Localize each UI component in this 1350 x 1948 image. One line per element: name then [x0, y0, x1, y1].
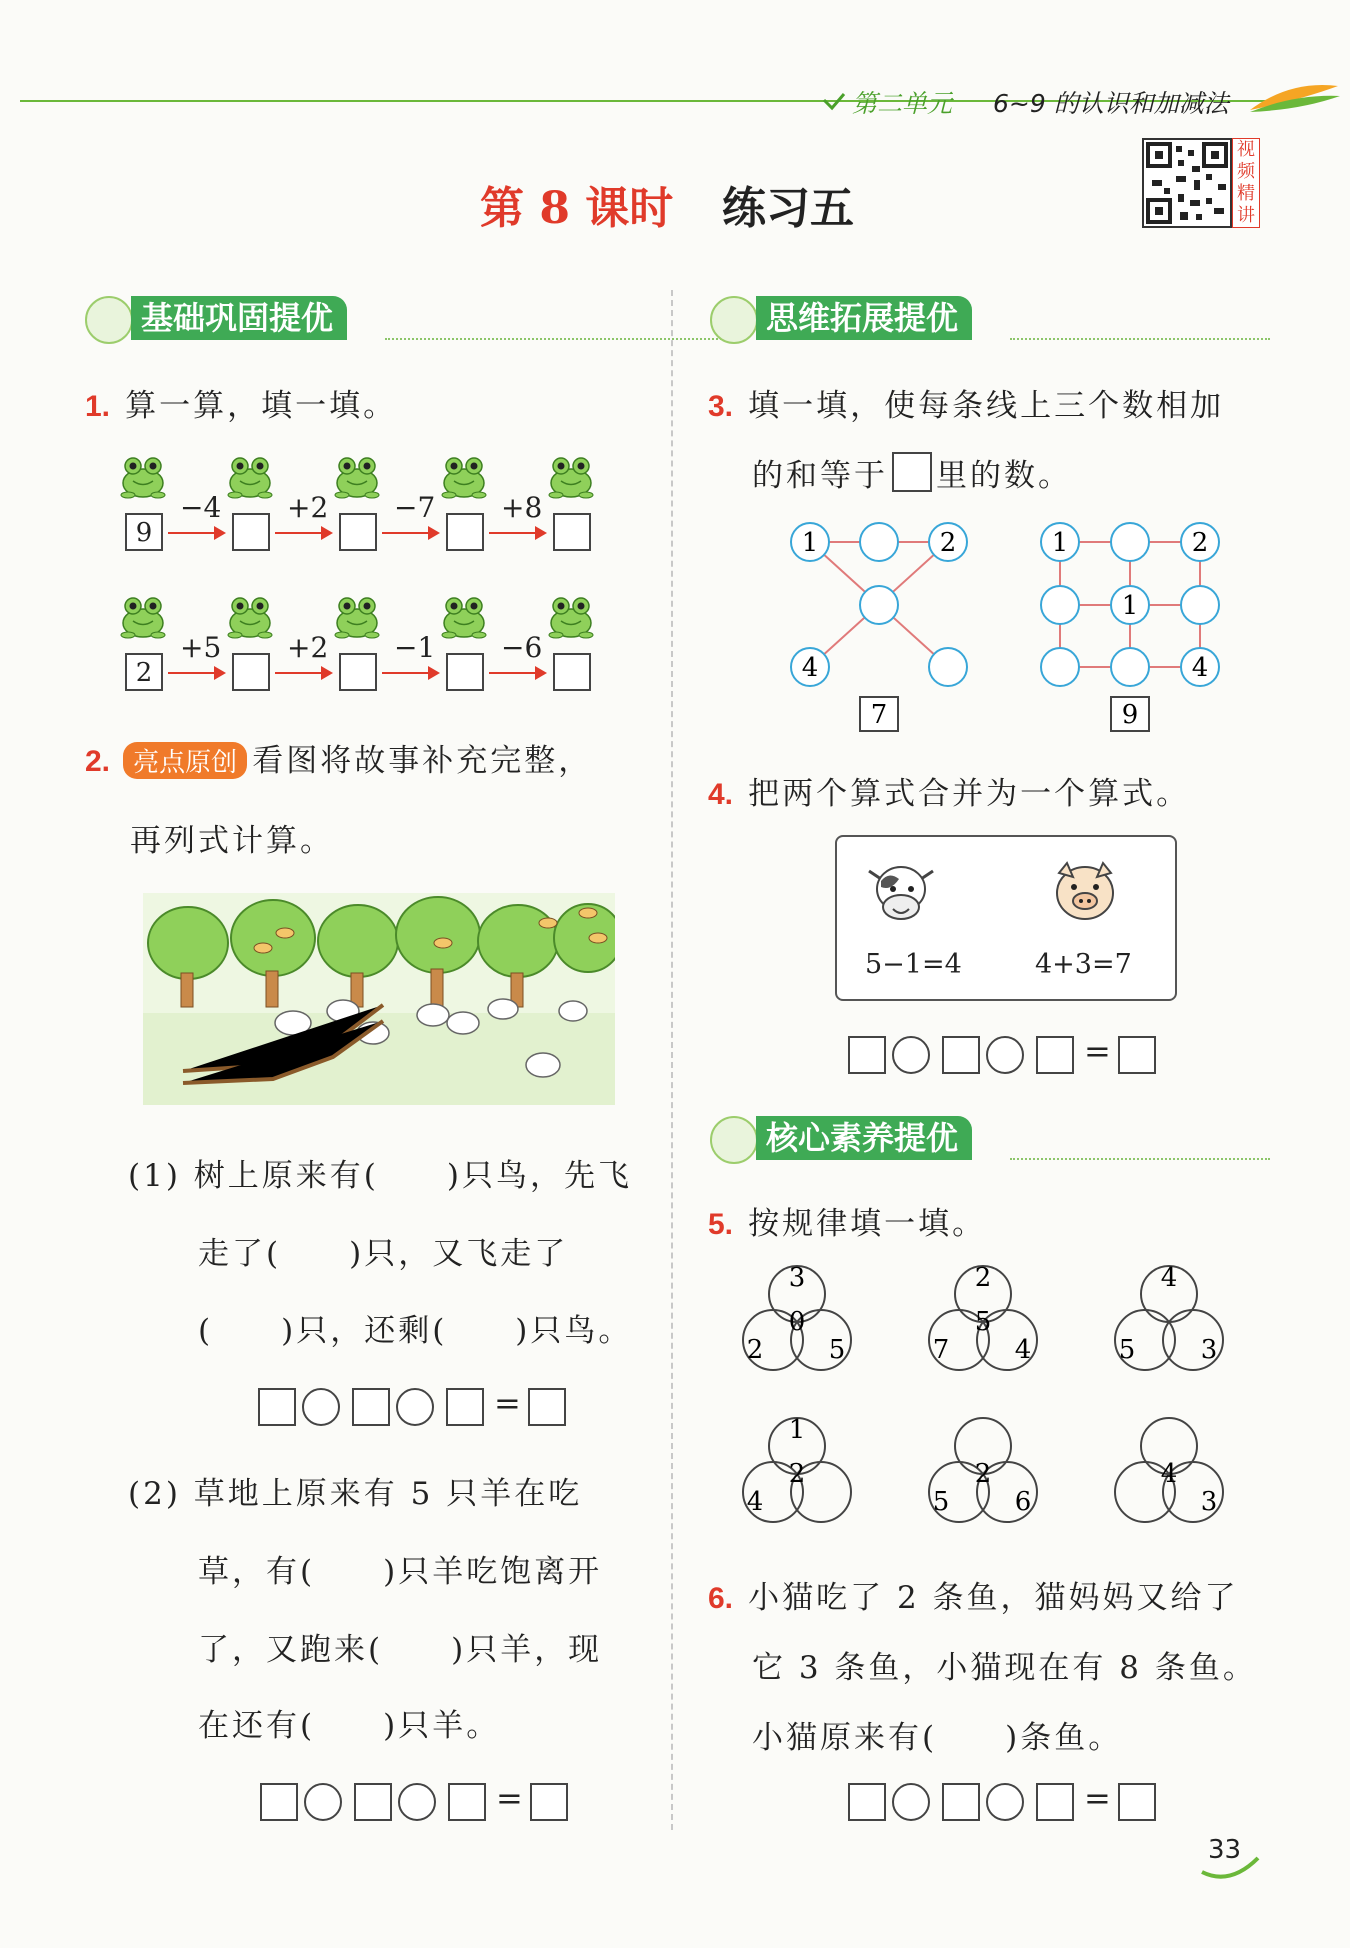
answer-box[interactable]	[339, 513, 377, 551]
q2-part2-line3: 了，又跑来( )只羊，现	[198, 1632, 603, 1668]
q4-card	[835, 835, 1177, 1001]
arrow-icon	[382, 532, 438, 534]
q2-part2-equation	[260, 1779, 580, 1823]
equals-sign: =	[496, 1779, 523, 1817]
operator-label: −6	[501, 631, 543, 664]
lesson-number: 第 8 课时	[480, 183, 674, 234]
equation-box[interactable]	[530, 1783, 568, 1821]
target-sum: 7	[870, 700, 888, 730]
venn-top-value: 4	[1160, 1263, 1178, 1293]
operator-label: +2	[287, 491, 329, 524]
q1-prompt	[85, 380, 397, 425]
frog-icon	[120, 595, 166, 639]
q1-row2	[120, 595, 610, 695]
q3-text-2a: 的和等于	[752, 458, 888, 494]
trophy-icon	[710, 1116, 758, 1164]
q2-part2-line1	[128, 1468, 582, 1513]
section-core-title: 核心素养提优	[756, 1116, 972, 1160]
q1-row1	[120, 455, 610, 555]
qr-code-icon[interactable]	[1142, 138, 1232, 228]
q2-text-line1: 看图将故事补充完整，	[252, 743, 593, 779]
answer-box[interactable]	[446, 653, 484, 691]
equation-box[interactable]	[1036, 1783, 1074, 1821]
trees-birds-sheep-illustration	[143, 893, 615, 1105]
answer-box[interactable]	[232, 653, 270, 691]
q2-prompt	[85, 735, 592, 780]
circle-value: 1	[1121, 591, 1139, 621]
q1-start-box: 2	[125, 653, 163, 691]
circle-value: 2	[939, 528, 957, 558]
equals-sign: =	[1084, 1779, 1111, 1817]
answer-box[interactable]	[446, 513, 484, 551]
page-leaf-icon	[1200, 1852, 1260, 1882]
q3-grid-figure	[1033, 515, 1233, 735]
frog-icon	[334, 595, 380, 639]
equation-box[interactable]	[354, 1783, 392, 1821]
cow-icon	[861, 857, 941, 929]
venn-right-value: 3	[1200, 1487, 1218, 1517]
frog-icon	[548, 595, 594, 639]
q2-part1-label: (1)	[128, 1158, 181, 1194]
q3-text-2b: 里的数。	[936, 458, 1072, 494]
arrow-icon	[275, 672, 331, 674]
arrow-icon	[489, 532, 545, 534]
number-circle	[860, 523, 898, 561]
q5-prompt	[708, 1198, 986, 1243]
circle-value: 1	[801, 528, 819, 558]
section-thinking	[710, 296, 1270, 340]
section-core	[710, 1116, 1270, 1160]
venn-left-value: 4	[746, 1487, 764, 1517]
operator-label: −7	[394, 491, 436, 524]
q6-text-line3: 小猫原来有( )条鱼。	[752, 1720, 1123, 1756]
section-thinking-title: 思维拓展提优	[756, 296, 972, 340]
venn-center-value: 0	[788, 1307, 806, 1337]
equation-box[interactable]	[848, 1783, 886, 1821]
section-dots	[385, 338, 725, 340]
frog-icon	[548, 455, 594, 499]
venn-right-value: 5	[828, 1335, 846, 1365]
venn-top-value: 1	[788, 1415, 806, 1445]
page-number: 33	[1208, 1835, 1242, 1865]
venn-right-value: 6	[1014, 1487, 1032, 1517]
q3-prompt	[708, 380, 1224, 425]
q1-number: 1.	[85, 390, 111, 423]
frog-icon	[227, 455, 273, 499]
q2-part2-line2: 草，有( )只羊吃饱离开	[198, 1554, 603, 1590]
operator-circle[interactable]	[892, 1036, 930, 1074]
equation-box[interactable]	[528, 1388, 566, 1426]
section-basic	[85, 296, 645, 340]
frog-icon	[441, 595, 487, 639]
operator-label: +8	[501, 491, 543, 524]
operator-label: −1	[394, 631, 436, 664]
equation-box[interactable]	[1036, 1036, 1074, 1074]
answer-box[interactable]	[553, 513, 591, 551]
circle-value: 4	[1191, 653, 1209, 683]
q2-part1-equation	[258, 1384, 578, 1428]
header-leaf-icon	[1250, 80, 1340, 120]
sprout-icon	[710, 296, 758, 344]
unit-label: 第二单元	[852, 89, 953, 118]
video-tag[interactable]: 视频精讲	[1232, 138, 1260, 228]
q1-text: 算一算，填一填。	[125, 388, 398, 424]
equals-sign: =	[1084, 1032, 1111, 1070]
arrow-icon	[489, 672, 545, 674]
q6-prompt	[708, 1572, 1239, 1617]
equation-box[interactable]	[942, 1783, 980, 1821]
arrow-icon	[168, 532, 224, 534]
equation-box[interactable]	[448, 1783, 486, 1821]
section-basic-title: 基础巩固提优	[131, 296, 347, 340]
operator-circle[interactable]	[304, 1783, 342, 1821]
venn-right-value: 4	[1014, 1335, 1032, 1365]
venn-top-value: 2	[974, 1263, 992, 1293]
circle-value: 1	[1051, 528, 1069, 558]
target-sum: 9	[1121, 700, 1139, 730]
q2-part2-line4: 在还有( )只羊。	[198, 1708, 501, 1744]
q3-text-line2	[752, 450, 1072, 495]
q2-part2-label: (2)	[128, 1476, 181, 1512]
q2-part1-line1	[128, 1150, 632, 1195]
original-badge: 亮点原创	[123, 742, 247, 779]
equation-box[interactable]	[352, 1388, 390, 1426]
answer-box[interactable]	[339, 653, 377, 691]
q3-number: 3.	[708, 390, 734, 423]
frog-icon	[334, 455, 380, 499]
equation-box[interactable]	[1118, 1783, 1156, 1821]
venn-left-value: 5	[1118, 1335, 1136, 1365]
checkmark-icon	[822, 92, 846, 112]
equation-box[interactable]	[446, 1388, 484, 1426]
q2-text-line2: 再列式计算。	[130, 823, 334, 859]
arrow-icon	[168, 672, 224, 674]
q2-number: 2.	[85, 745, 111, 778]
q5-venn-figures	[725, 1260, 1245, 1560]
equation-box[interactable]	[258, 1388, 296, 1426]
topic-label: 6~9 的认识和加减法	[993, 89, 1229, 118]
q1-start-box: 9	[125, 513, 163, 551]
frog-icon	[227, 595, 273, 639]
q4-equation-1: 5−1=4	[865, 949, 962, 980]
operator-circle[interactable]	[892, 1783, 930, 1821]
q4-text: 把两个算式合并为一个算式。	[748, 776, 1191, 812]
operator-circle[interactable]	[986, 1036, 1024, 1074]
q2-part1-line3: ( )只，还剩( )只鸟。	[198, 1313, 633, 1349]
operator-circle[interactable]	[986, 1783, 1024, 1821]
q2-part1-text: 树上原来有( )只鸟，先飞	[193, 1158, 632, 1194]
q4-equation	[848, 1032, 1168, 1076]
answer-box[interactable]	[553, 653, 591, 691]
operator-label: −4	[180, 491, 222, 524]
venn-center-value: 5	[974, 1307, 992, 1337]
equals-sign: =	[494, 1384, 521, 1422]
number-circle	[860, 586, 898, 624]
inline-box-icon	[892, 452, 932, 492]
q2-part2-text: 草地上原来有 5 只羊在吃	[193, 1476, 583, 1512]
q4-prompt	[708, 768, 1190, 813]
column-divider	[671, 290, 673, 1830]
venn-center-value: 4	[1160, 1459, 1178, 1489]
q4-equation-2: 4+3=7	[1035, 949, 1132, 980]
frog-icon	[441, 455, 487, 499]
venn-left-value: 2	[746, 1335, 764, 1365]
q2-part1-line2: 走了( )只，又飞走了	[198, 1236, 569, 1272]
equation-box[interactable]	[1118, 1036, 1156, 1074]
circle-value: 4	[801, 653, 819, 683]
operator-circle[interactable]	[396, 1388, 434, 1426]
operator-circle[interactable]	[302, 1388, 340, 1426]
q6-text-line1: 小猫吃了 2 条鱼，猫妈妈又给了	[748, 1580, 1239, 1616]
venn-center-value: 2	[788, 1459, 806, 1489]
operator-label: +5	[180, 631, 222, 664]
q4-number: 4.	[708, 778, 734, 811]
q6-equation	[848, 1779, 1168, 1823]
q6-text-line2: 它 3 条鱼，小猫现在有 8 条鱼。	[752, 1650, 1257, 1686]
gear-leaf-icon	[85, 296, 133, 344]
operator-label: +2	[287, 631, 329, 664]
operator-circle[interactable]	[398, 1783, 436, 1821]
q5-number: 5.	[708, 1208, 734, 1241]
q3-text-line1: 填一填，使每条线上三个数相加	[748, 388, 1225, 424]
equation-box[interactable]	[942, 1036, 980, 1074]
equation-box[interactable]	[260, 1783, 298, 1821]
q3-x-figure	[780, 515, 980, 735]
section-dots	[1010, 1158, 1270, 1160]
q5-text: 按规律填一填。	[748, 1206, 987, 1242]
frog-icon	[120, 455, 166, 499]
venn-right-value: 3	[1200, 1335, 1218, 1365]
lesson-title: 练习五	[722, 183, 854, 234]
answer-box[interactable]	[232, 513, 270, 551]
circle-value: 2	[1191, 528, 1209, 558]
venn-left-value: 5	[932, 1487, 950, 1517]
q6-number: 6.	[708, 1582, 734, 1615]
section-dots	[1010, 338, 1270, 340]
arrow-icon	[275, 532, 331, 534]
number-circle	[929, 648, 967, 686]
venn-center-value: 2	[974, 1459, 992, 1489]
arrow-icon	[382, 672, 438, 674]
venn-top-value: 3	[788, 1263, 806, 1293]
equation-box[interactable]	[848, 1036, 886, 1074]
venn-left-value: 7	[932, 1335, 950, 1365]
pig-icon	[1045, 859, 1125, 925]
